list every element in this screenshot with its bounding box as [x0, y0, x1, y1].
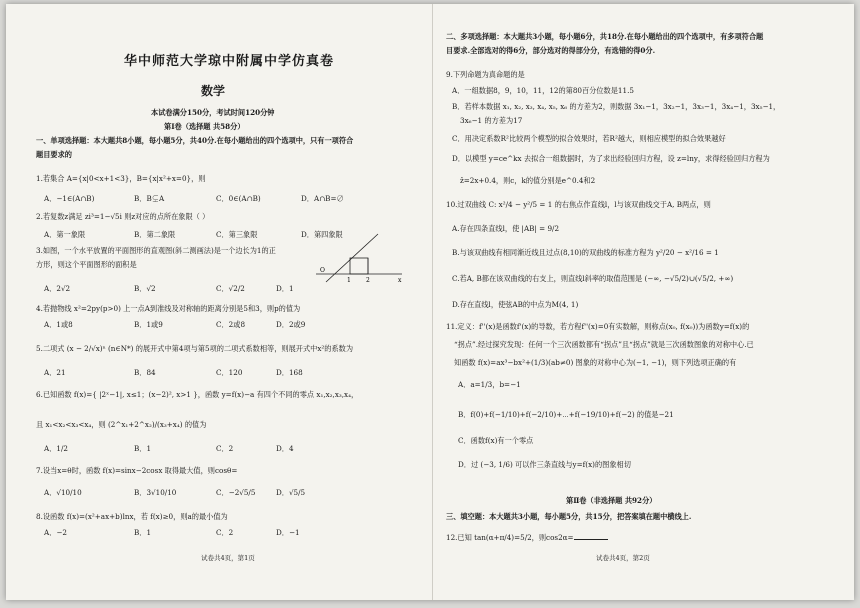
q10-option-d: D.存在直线l，使弦AB的中点为M(4, 1): [452, 300, 579, 309]
question-10: 10.过双曲线 C: x²/4 − y²/5 = 1 的右焦点作直线l，l与该双曲线交于A, B两点，则: [446, 200, 711, 209]
q5-option-b: B．84: [134, 368, 156, 377]
oblique-square-figure: [316, 230, 406, 286]
part1-heading: 第Ⅰ卷（选择题 共58分）: [164, 122, 245, 131]
section2-instructions-line1: 二、多项选择题：本大题共3小题，每小题6分，共18分.在每小题给出的四个选项中，有多项符合题: [446, 32, 764, 41]
q5-option-a: A．21: [44, 368, 66, 377]
section1-instructions-line1: 一、单项选择题：本大题共8小题，每小题5分，共40分.在每小题给出的四个选项中，只有一项符合: [36, 136, 354, 145]
question-3-line2: 方形，则这个平面图形的面积是: [36, 260, 137, 269]
q9-option-d-line2: ẑ=2x+0.4，则c，k的值分别是e^0.4和2: [460, 176, 596, 185]
q9-option-b-line1: B．若样本数据 x₁, x₂, x₃, x₄, x₅, x₆ 的方差为2，则数据 3x₁−1，3x₂−1，3x₃−1，3x₄−1，3x₅−1，: [452, 102, 781, 111]
question-12-text: 12.已知 tan(α+π/4)=5/2，则cos2α=: [446, 533, 574, 542]
q9-option-d-line1: D．以模型 y=ce^kx 去拟合一组数据时，为了求出经验回归方程，设 z=lny，求得经验回归方程为: [452, 154, 770, 163]
q3-option-c: C．√2/2: [216, 284, 245, 293]
q7-option-b: B．3√10/10: [134, 488, 177, 497]
q3-option-a: A．2√2: [44, 284, 71, 293]
q1-option-a: A．−1∈(A∩B): [44, 194, 95, 203]
left-page-footer: 试卷共4页，第1页: [201, 554, 255, 562]
q4-option-a: A．1或8: [44, 320, 73, 329]
q9-option-c: C．用决定系数R²比较两个模型的拟合效果时，若R²越大，则相应模型的拟合效果越好: [452, 134, 726, 143]
answer-blank: [574, 532, 608, 540]
q9-option-a: A．一组数据8，9，10，11，12的第80百分位数是11.5: [452, 86, 634, 95]
question-11-line3: 知函数 f(x)=ax³−bx²+(1/3)(ab≠0) 图象的对称中心为(−1, −1)，则下列选项正确的有: [454, 358, 737, 367]
q4-option-c: C．2或8: [216, 320, 246, 329]
q4-option-b: B．1或9: [134, 320, 163, 329]
fig-tick-2: 2: [366, 277, 370, 284]
q10-option-b: B.与该双曲线有相同渐近线且过点(8,10)的双曲线的标准方程为 y²/20 − x²/16 = 1: [452, 248, 719, 257]
q3-option-b: B．√2: [134, 284, 156, 293]
q11-option-a: A．a=1/3，b=−1: [458, 380, 521, 389]
question-6-line2: 且 x₁<x₂<x₃<x₄，则 (2^x₁+2^x₂)/(x₃+x₄) 的值为: [36, 420, 207, 429]
q3-option-d: D．1: [276, 284, 294, 293]
q7-option-c: C．−2√5/5: [216, 488, 256, 497]
q5-option-c: C．120: [216, 368, 243, 377]
q1-option-c: C．0∈(A∩B): [216, 194, 261, 203]
question-8: 8.设函数 f(x)=(x²+ax+b)lnx，若 f(x)≥0，则a的最小值为: [36, 512, 228, 521]
question-9: 9.下列命题为真命题的是: [446, 70, 525, 79]
q4-option-d: D．2或9: [276, 320, 306, 329]
q2-option-b: B．第二象限: [134, 230, 176, 239]
right-page-footer: 试卷共4页，第2页: [596, 554, 650, 562]
q6-option-b: B．1: [134, 444, 152, 453]
q5-option-d: D．168: [276, 368, 303, 377]
subject-title: 数学: [201, 84, 226, 98]
q2-option-d: D．第四象限: [301, 230, 343, 239]
question-5: 5.二项式 (x − 2/√x)ⁿ (n∈N*) 的展开式中第4项与第5项的二项式系数相等，则展开式中x²的系数为: [36, 344, 354, 353]
question-2: 2.若复数z满足 zi³=1−√5i 则z对应的点所在象限（ ）: [36, 212, 210, 221]
q6-option-a: A．1/2: [44, 444, 68, 453]
fig-tick-1: 1: [347, 277, 351, 284]
q10-option-c: C.若A, B都在该双曲线的右支上，则直线l斜率的取值范围是 (−∞, −√5/2)∪(√5/2, +∞): [452, 274, 734, 283]
question-1: 1.若集合 A={x|0<x+1<3}，B={x|x²+x=0}，则: [36, 174, 206, 183]
question-11-line2: “拐点”.经过探究发现：任何一个三次函数都有“拐点”且“拐点”就是三次函数图象的对称中心.已: [454, 340, 754, 349]
q10-option-a: A.存在四条直线l，使 |AB| = 9/2: [452, 224, 560, 233]
q8-option-c: C．2: [216, 528, 234, 537]
question-4: 4.若抛物线 x²=2py(p>0) 上一点A到准线及对称轴的距离分别是5和3，则p的值为: [36, 304, 301, 313]
q2-option-a: A．第一象限: [44, 230, 86, 239]
part2-heading: 第Ⅱ卷（非选择题 共92分）: [566, 496, 657, 505]
fig-x-label: x: [398, 277, 402, 284]
q9-option-b-line2: 3x₆−1 的方差为17: [460, 116, 523, 125]
q7-option-d: D．√5/5: [276, 488, 306, 497]
question-12: [446, 532, 608, 542]
q1-option-b: B．B⊊A: [134, 194, 165, 203]
question-6-line1: 6.已知函数 f(x)={ |2ˣ−1|, x≤1；(x−2)², x>1 }，函数 y=f(x)−a 有四个不同的零点 x₁,x₂,x₃,x₄，: [36, 390, 359, 399]
question-3-line1: 3.如图，一个水平放置的平面图形的直观图(斜二测画法)是一个边长为1的正: [36, 246, 276, 255]
question-11-line1: 11.定义：f''(x)是函数f'(x)的导数，若方程f''(x)=0有实数解，则称点(x₀, f(x₀))为函数y=f(x)的: [446, 322, 750, 331]
exam-info: 本试卷满分150分，考试时间120分钟: [151, 108, 275, 117]
q11-option-b: B．f(0)+f(−1/10)+f(−2/10)+⋯+f(−19/10)+f(−2) 的值是−21: [458, 410, 674, 419]
q11-option-d: D．过 (−3, 1/6) 可以作三条直线与y=f(x)的图象相切: [458, 460, 631, 469]
q8-option-a: A．−2: [44, 528, 67, 537]
fig-origin-label: O: [320, 267, 325, 274]
section3-instructions: 三、填空题：本大题共3小题，每小题5分，共15分，把答案填在题中横线上.: [446, 512, 692, 521]
q6-option-d: D．4: [276, 444, 294, 453]
section2-instructions-line2: 目要求.全部选对的得6分，部分选对的得部分分，有选错的得0分.: [446, 46, 656, 55]
q6-option-c: C．2: [216, 444, 234, 453]
q8-option-d: D．−1: [276, 528, 300, 537]
q2-option-c: C．第三象限: [216, 230, 258, 239]
q8-option-b: B．1: [134, 528, 152, 537]
exam-sheet: [6, 4, 854, 600]
question-7: 7.设当x=θ时，函数 f(x)=sinx−2cosx 取得最大值，则cosθ=: [36, 466, 238, 475]
page-divider: [432, 4, 433, 600]
q11-option-c: C．函数f(x)有一个零点: [458, 436, 534, 445]
q7-option-a: A．√10/10: [44, 488, 82, 497]
section1-instructions-line2: 题目要求的: [36, 150, 72, 159]
q1-option-d: D．A∩B=∅: [301, 194, 344, 203]
exam-title: 华中师范大学琼中附属中学仿真卷: [124, 54, 335, 69]
